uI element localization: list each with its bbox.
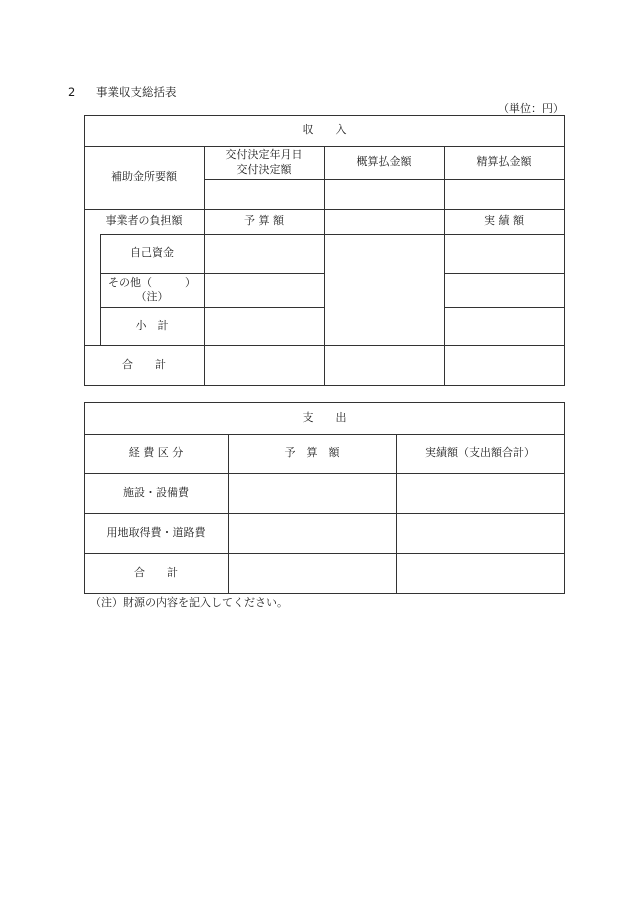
col-header-grant-decision: 交付決定年月日 交付決定額 <box>225 148 303 176</box>
section-heading <box>68 84 177 100</box>
income-total-label: 合 計 <box>122 357 166 371</box>
expense-total-label: 合 計 <box>134 565 178 579</box>
expense-title: 支 出 <box>302 410 347 424</box>
col-header-settlement-payment: 精算払金額 <box>476 155 532 169</box>
section-title: 事業収支総括表 <box>96 85 177 99</box>
row-facility-equipment: 施設・設備費 <box>123 485 189 499</box>
header-actual-total: 実績額（支出額合計） <box>425 446 535 460</box>
section-number: 2 <box>68 85 76 99</box>
row-other: その他（ ） （注） <box>108 275 196 303</box>
unit-label: （単位：円） <box>498 102 564 115</box>
footnote: （注）財源の内容を記入してください。 <box>90 596 288 609</box>
col-header-advance-payment: 概算払金額 <box>356 155 412 169</box>
subsidy-label: 補助金所要額 <box>111 170 177 184</box>
income-title: 収 入 <box>302 123 347 137</box>
actual-label: 実 績 額 <box>484 214 524 228</box>
burden-label: 事業者の負担額 <box>105 214 183 228</box>
row-subtotal: 小 計 <box>135 318 169 332</box>
header-budget: 予 算 額 <box>284 446 340 460</box>
header-expense-category: 経 費 区 分 <box>128 446 184 460</box>
row-own-funds: 自己資金 <box>130 246 174 260</box>
row-land-road: 用地取得費・道路費 <box>106 525 206 539</box>
budget-label: 予 算 額 <box>244 214 284 228</box>
